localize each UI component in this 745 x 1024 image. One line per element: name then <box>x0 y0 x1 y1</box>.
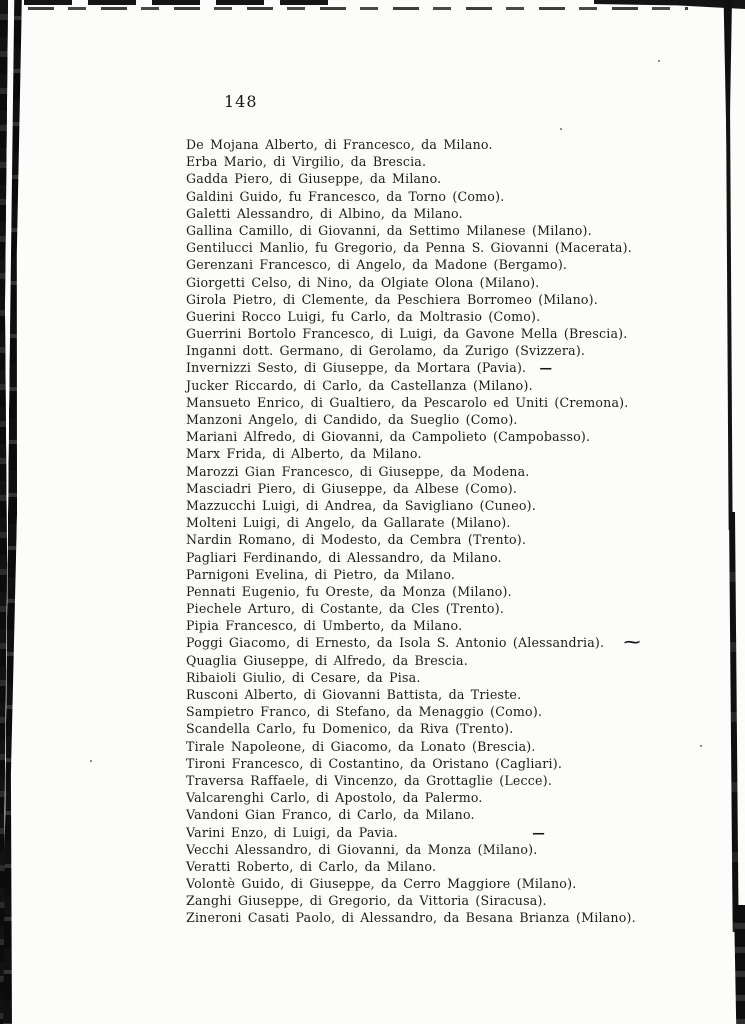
list-item <box>186 652 686 669</box>
list-item <box>186 858 686 875</box>
list-item <box>186 824 686 841</box>
entry-text: Molteni Luigi, di Angelo, da Gallarate (Milano). <box>186 515 511 531</box>
list-item <box>186 274 686 291</box>
list-item <box>186 617 686 634</box>
list-item <box>186 377 686 394</box>
entry-text: Guerini Rocco Luigi, fu Carlo, da Moltrasio (Como). <box>186 308 541 324</box>
entry-text: Parnigoni Evelina, di Pietro, da Milano. <box>186 566 456 582</box>
entry-text: Pagliari Ferdinando, di Alessandro, da Milano. <box>186 549 502 565</box>
entry-text: Nardin Romano, di Modesto, da Cembra (Trento). <box>186 532 527 548</box>
list-item <box>186 136 686 153</box>
list-item <box>186 308 686 325</box>
entry-text: Piechele Arturo, di Costante, da Cles (Trento). <box>186 601 505 617</box>
entry-text: Poggi Giacomo, di Ernesto, da Isola S. Antonio (Alessandria). <box>186 635 605 651</box>
list-item <box>186 669 686 686</box>
entry-text: Guerrini Bortolo Francesco, di Luigi, da Gavone Mella (Brescia). <box>186 326 628 342</box>
entry-text: Mazzucchi Luigi, di Andrea, da Savigliano (Cuneo). <box>186 497 536 513</box>
scan-edge-right-lower <box>729 512 739 932</box>
list-item <box>186 600 686 617</box>
list-item <box>186 772 686 789</box>
list-item <box>186 463 686 480</box>
list-item <box>186 875 686 892</box>
entry-text: Varini Enzo, di Luigi, da Pavia. <box>186 824 398 840</box>
list-item <box>186 892 686 909</box>
list-item <box>186 291 686 308</box>
entry-text: Vecchi Alessandro, di Giovanni, da Monza (Milano). <box>186 841 538 857</box>
entry-text: Marozzi Gian Francesco, di Giuseppe, da Modena. <box>186 463 530 479</box>
scan-speck <box>90 760 92 762</box>
entry-text: Valcarenghi Carlo, di Apostolo, da Palermo. <box>186 790 483 806</box>
list-item <box>186 480 686 497</box>
list-item <box>186 514 686 531</box>
list-item <box>186 239 686 256</box>
list-item <box>186 703 686 720</box>
entry-text: Volontè Guido, di Giuseppe, da Cerro Maggiore (Milano). <box>186 876 577 892</box>
list-item <box>186 428 686 445</box>
list-item <box>186 188 686 205</box>
scan-edge-top-line <box>28 7 688 10</box>
registry-list <box>186 136 686 927</box>
scan-edge-right-upper <box>726 100 733 530</box>
list-item <box>186 256 686 273</box>
entry-text: Gentilucci Manlio, fu Gregorio, da Penna S. Giovanni (Macerata). <box>186 240 632 256</box>
list-item <box>186 359 686 376</box>
entry-text: Invernizzi Sesto, di Giuseppe, da Mortara (Pavia). <box>186 360 527 376</box>
scan-speck <box>700 745 702 747</box>
entry-text: Gallina Camillo, di Giovanni, da Settimo Milanese (Milano). <box>186 222 592 238</box>
scan-corner-top-left <box>24 0 344 5</box>
entry-text: Sampietro Franco, di Stefano, da Menaggio (Como). <box>186 704 543 720</box>
list-item <box>186 342 686 359</box>
entry-text: Galdini Guido, fu Francesco, da Torno (Como). <box>186 188 505 204</box>
list-item <box>186 841 686 858</box>
list-item <box>186 445 686 462</box>
list-item <box>186 222 686 239</box>
entry-text: Vandoni Gian Franco, di Carlo, da Milano. <box>186 807 475 823</box>
entry-text: Ribaioli Giulio, di Cesare, da Pisa. <box>186 669 421 685</box>
list-item <box>186 583 686 600</box>
entry-text: Gerenzani Francesco, di Angelo, da Madone (Bergamo). <box>186 257 568 273</box>
list-item <box>186 755 686 772</box>
entry-text: Traversa Raffaele, di Vincenzo, da Grottaglie (Lecce). <box>186 772 553 788</box>
entry-text: Manzoni Angelo, di Candido, da Sueglio (Como). <box>186 412 518 427</box>
entry-text: Giorgetti Celso, di Nino, da Olgiate Olona (Milano). <box>186 274 540 290</box>
scan-speck <box>560 128 562 130</box>
list-item <box>186 394 686 411</box>
list-item <box>186 686 686 703</box>
list-item <box>186 153 686 170</box>
scan-edge-right-bottom <box>734 905 745 1024</box>
list-item <box>186 170 686 187</box>
list-item <box>186 909 686 926</box>
entry-text: Quaglia Giuseppe, di Alfredo, da Brescia. <box>186 652 468 668</box>
margin-mark: ~ <box>622 633 643 652</box>
entry-text: Mansueto Enrico, di Gualtiero, da Pescarolo ed Uniti (Cremona). <box>186 394 629 410</box>
page-number: 148 <box>224 92 258 111</box>
list-item <box>186 566 686 583</box>
entry-text: Zanghi Giuseppe, di Gregorio, da Vittoria (Siracusa). <box>186 893 547 909</box>
scan-speck <box>658 60 660 62</box>
entry-text: De Mojana Alberto, di Francesco, da Milano. <box>186 137 493 152</box>
entry-text: Marx Frida, di Alberto, da Milano. <box>186 446 422 462</box>
entry-text: Mariani Alfredo, di Giovanni, da Campolieto (Campobasso). <box>186 429 591 445</box>
list-item <box>186 205 686 222</box>
entry-text: Girola Pietro, di Clemente, da Peschiera Borromeo (Milano). <box>186 291 598 307</box>
entry-text: Inganni dott. Germano, di Gerolamo, da Zurigo (Svizzera). <box>186 343 586 359</box>
list-item <box>186 720 686 737</box>
list-item <box>186 325 686 342</box>
list-item <box>186 738 686 755</box>
entry-text: Veratti Roberto, di Carlo, da Milano. <box>186 858 437 874</box>
entry-text: Gadda Piero, di Giuseppe, da Milano. <box>186 171 442 187</box>
list-item <box>186 806 686 823</box>
entry-text: Galetti Alessandro, di Albino, da Milano. <box>186 205 463 221</box>
list-item <box>186 497 686 514</box>
entry-text: Pipia Francesco, di Umberto, da Milano. <box>186 618 463 634</box>
margin-mark: — <box>539 360 553 376</box>
entry-text: Scandella Carlo, fu Domenico, da Riva (Trento). <box>186 721 514 737</box>
list-item <box>186 411 686 428</box>
list-item <box>186 531 686 548</box>
entry-text: Masciadri Piero, di Giuseppe, da Albese (Como). <box>186 480 518 496</box>
list-item <box>186 549 686 566</box>
entry-text: Jucker Riccardo, di Carlo, da Castellanza (Milano). <box>186 377 533 393</box>
entry-text: Tironi Francesco, di Costantino, da Oristano (Cagliari). <box>186 755 563 771</box>
entry-text: Tirale Napoleone, di Giacomo, da Lonato (Brescia). <box>186 738 536 754</box>
margin-mark: — <box>532 824 546 840</box>
list-item <box>186 634 686 651</box>
entry-text: Pennati Eugenio, fu Oreste, da Monza (Milano). <box>186 583 512 599</box>
entry-text: Zineroni Casati Paolo, di Alessandro, da Besana Brianza (Milano). <box>186 910 636 926</box>
entry-text: Rusconi Alberto, di Giovanni Battista, da Trieste. <box>186 687 522 702</box>
entry-text: Erba Mario, di Virgilio, da Brescia. <box>186 154 427 170</box>
list-item <box>186 789 686 806</box>
